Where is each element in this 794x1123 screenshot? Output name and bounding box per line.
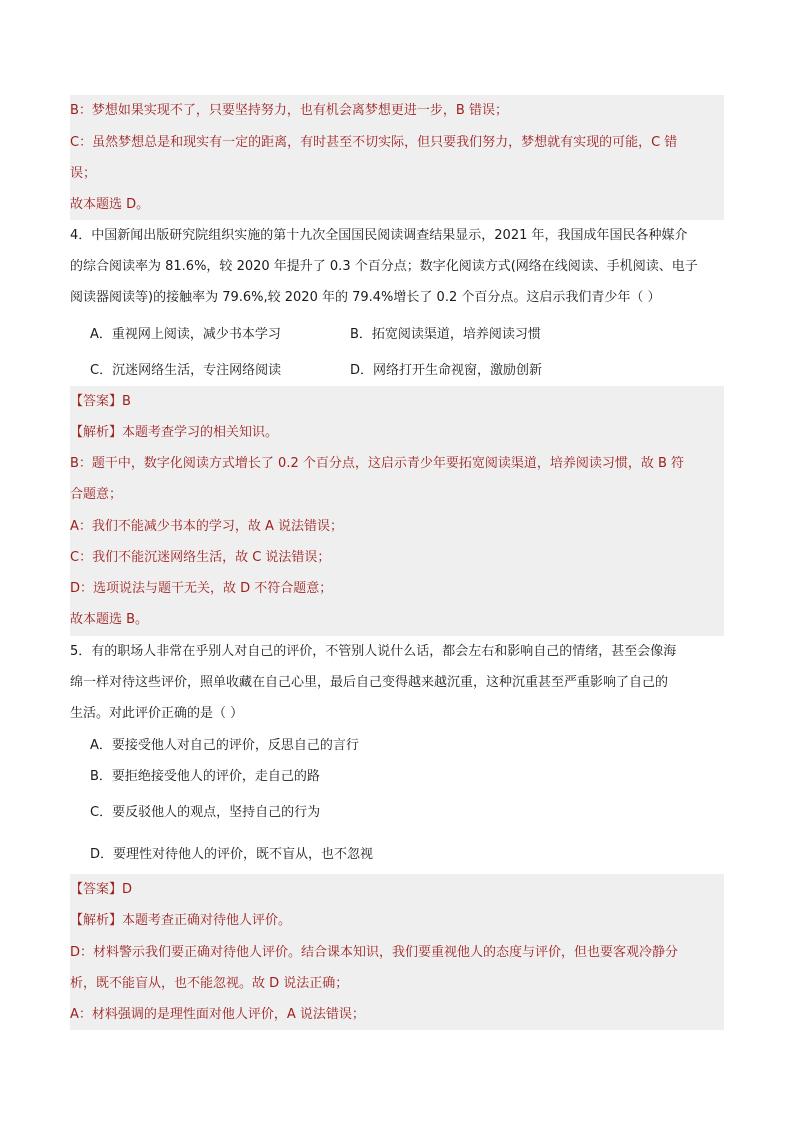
- question-4-line: 阅读器阅读等)的接触率为 79.6%,较 2020 年的 79.4%增长了 0.2 个百分点。这启示我们青少年（ ）: [70, 290, 661, 305]
- option-c: C．沉迷网络生活，专注网络阅读: [90, 363, 282, 378]
- analysis-line: C：虽然梦想总是和现实有一定的距离，有时甚至不切实际，但只要我们努力，梦想就有实现的可能，C 错: [70, 135, 678, 150]
- question-5-line: 5．有的职场人非常在乎别人对自己的评价，不管别人说什么话，都会左右和影响自己的情绪，甚至会像海: [70, 644, 677, 659]
- option-b: B．要拒绝接受他人的评价，走自己的路: [90, 769, 320, 784]
- analysis-line: D：材料警示我们要正确对待他人评价。结合课本知识，我们要重视他人的态度与评价，但也要客观冷静分: [70, 945, 679, 960]
- analysis-line: B：梦想如果实现不了，只要坚持努力，也有机会离梦想更进一步，B 错误；: [70, 103, 508, 118]
- option-d: D．网络打开生命视窗，激励创新: [350, 363, 543, 378]
- analysis-line: C：我们不能沉迷网络生活，故 C 说法错误；: [70, 550, 331, 565]
- option-c: C．要反驳他人的观点，坚持自己的行为: [90, 805, 321, 820]
- question-4-options-row: [70, 355, 744, 386]
- analysis-line: 析，既不能盲从，也不能忽视。故 D 说法正确；: [70, 976, 349, 991]
- option-a: A．要接受他人对自己的评价，反思自己的言行: [90, 738, 359, 753]
- analysis-label: 【解析】本题考查正确对待他人评价。: [70, 913, 292, 928]
- question-4-line: 的综合阅读率为 81.6%，较 2020 年提升了 0.3 个百分点；数字化阅读方式(网络在线阅读、手机阅读、电子: [70, 259, 698, 274]
- analysis-line: D：选项说法与题干无关，故 D 不符合题意；: [70, 581, 333, 596]
- question-5-line: 生活。对此评价正确的是（ ）: [70, 706, 244, 721]
- analysis-line: 误；: [70, 166, 97, 181]
- analysis-line: A：材料强调的是理性面对他人评价，A 说法错误；: [70, 1007, 365, 1022]
- analysis-label: 【解析】本题考查学习的相关知识。: [70, 425, 279, 440]
- analysis-line: A：我们不能减少书本的学习，故 A 说法错误；: [70, 519, 344, 534]
- option-d: D．要理性对待他人的评价，既不盲从，也不忽视: [90, 847, 374, 862]
- analysis-line: 合题意；: [70, 487, 123, 502]
- analysis-line: 故本题选 D。: [70, 197, 150, 212]
- answer-label: 【答案】D: [70, 882, 133, 897]
- option-b: B．拓宽阅读渠道，培养阅读习惯: [350, 327, 541, 342]
- question-4-options-row: [70, 319, 744, 350]
- analysis-line: 故本题选 B。: [70, 612, 149, 627]
- answer-label: 【答案】B: [70, 394, 131, 409]
- analysis-line: B：题干中，数字化阅读方式增长了 0.2 个百分点，这启示青少年要拓宽阅读渠道，培养阅读习惯，故 B 符: [70, 456, 685, 471]
- question-5-line: 绵一样对待这些评价，照单收藏在自己心里，最后自己变得越来越沉重，这种沉重甚至严重影响了自己的: [70, 675, 669, 690]
- option-a: A．重视网上阅读，减少书本学习: [90, 327, 281, 342]
- question-4-line: 4．中国新闻出版研究院组织实施的第十九次全国国民阅读调查结果显示，2021 年，我国成年国民各种媒介: [70, 228, 688, 243]
